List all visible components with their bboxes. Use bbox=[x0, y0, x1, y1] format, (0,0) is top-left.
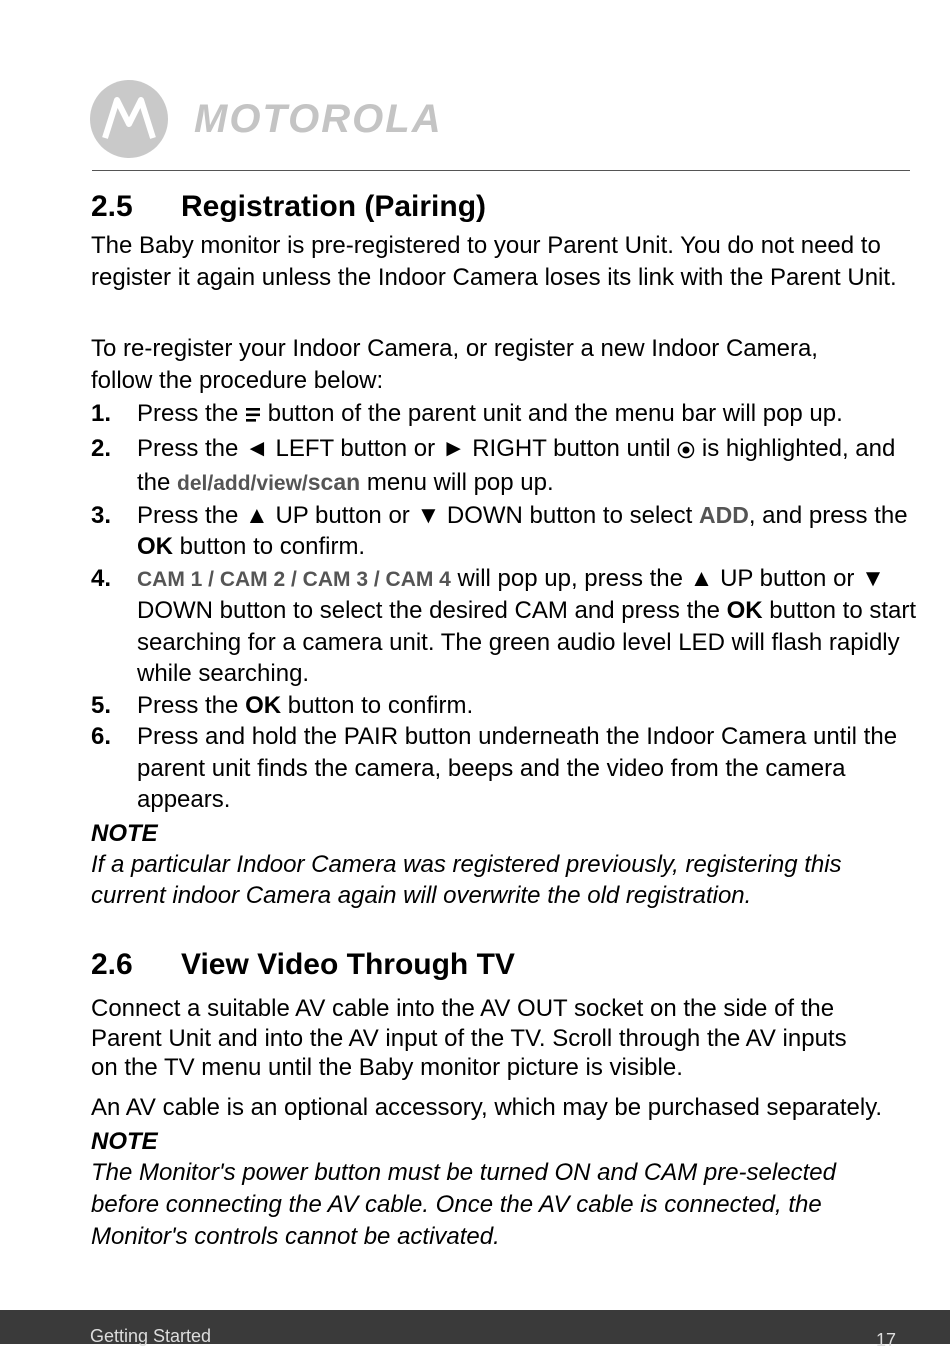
page-number: 17 bbox=[876, 1330, 897, 1350]
footer-section-label: Getting Started bbox=[90, 1326, 212, 1346]
procedure-intro: To re-register your Indoor Camera, or register a new Indoor Camera, follow the procedure below: bbox=[91, 335, 818, 394]
accessory-paragraph: An AV cable is an optional accessory, which may be purchased separately. bbox=[91, 1094, 883, 1121]
brand-logo bbox=[90, 80, 443, 158]
note-text: The Monitor's power button must be turned ON and CAM pre-selected before connecting the AV cable. Once the AV cable is connected, the Monitor's controls cannot be activated. bbox=[91, 1159, 836, 1250]
note-text: If a particular Indoor Camera was registered previously, registering this current indoor Camera again will overwrite the old registration. bbox=[91, 851, 842, 909]
note-heading: NOTE bbox=[91, 1128, 158, 1155]
list-item: 3. Press the ▲ UP button or ▼ DOWN button to select ADD, and press the OK button to confirm. bbox=[91, 501, 908, 560]
header-rule bbox=[92, 170, 910, 171]
section-heading-2-6 bbox=[91, 948, 515, 982]
note-heading: NOTE bbox=[91, 820, 158, 847]
section-number: 2.6 bbox=[91, 948, 133, 981]
brand-name: MOTOROLA bbox=[194, 96, 443, 141]
list-item: 4. CAM 1 / CAM 2 / CAM 3 / CAM 4 will pop up, press the ▲ UP button or ▼ DOWN button to select the desired CAM and press the OK button to start searching for a camera unit. The green audio level LED will flash rapidly while searching. bbox=[91, 564, 917, 687]
menu-icon bbox=[245, 401, 261, 433]
list-item: 2. Press the ◄ LEFT button or ► RIGHT button until is highlighted, and the del/add/view/scan menu will pop up. bbox=[91, 434, 896, 496]
motorola-batwing-icon bbox=[90, 80, 168, 158]
camera-settings-icon bbox=[677, 436, 695, 468]
list-item: 1. Press the button of the parent unit and the menu bar will pop up. bbox=[91, 398, 921, 433]
section-title: View Video Through TV bbox=[181, 948, 515, 981]
registration-steps bbox=[91, 398, 921, 816]
list-item: 6. Press and hold the PAIR button underneath the Indoor Camera until the parent unit finds the camera, beeps and the video from the camera appears. bbox=[91, 723, 898, 813]
section-number: 2.5 bbox=[91, 190, 133, 223]
page-footer bbox=[0, 1310, 950, 1350]
intro-paragraph: The Baby monitor is pre-registered to your Parent Unit. You do not need to register it again unless the Indoor Camera loses its link with the Parent Unit. bbox=[91, 232, 897, 291]
tv-paragraph: Connect a suitable AV cable into the AV OUT socket on the side of the Parent Unit and into the AV input of the TV. Scroll through the AV inputs on the TV menu until the Baby monitor picture is visible. bbox=[91, 995, 847, 1081]
section-title: Registration (Pairing) bbox=[181, 190, 487, 223]
section-heading-2-5 bbox=[91, 190, 486, 224]
list-item: 5. Press the OK button to confirm. bbox=[91, 691, 474, 719]
